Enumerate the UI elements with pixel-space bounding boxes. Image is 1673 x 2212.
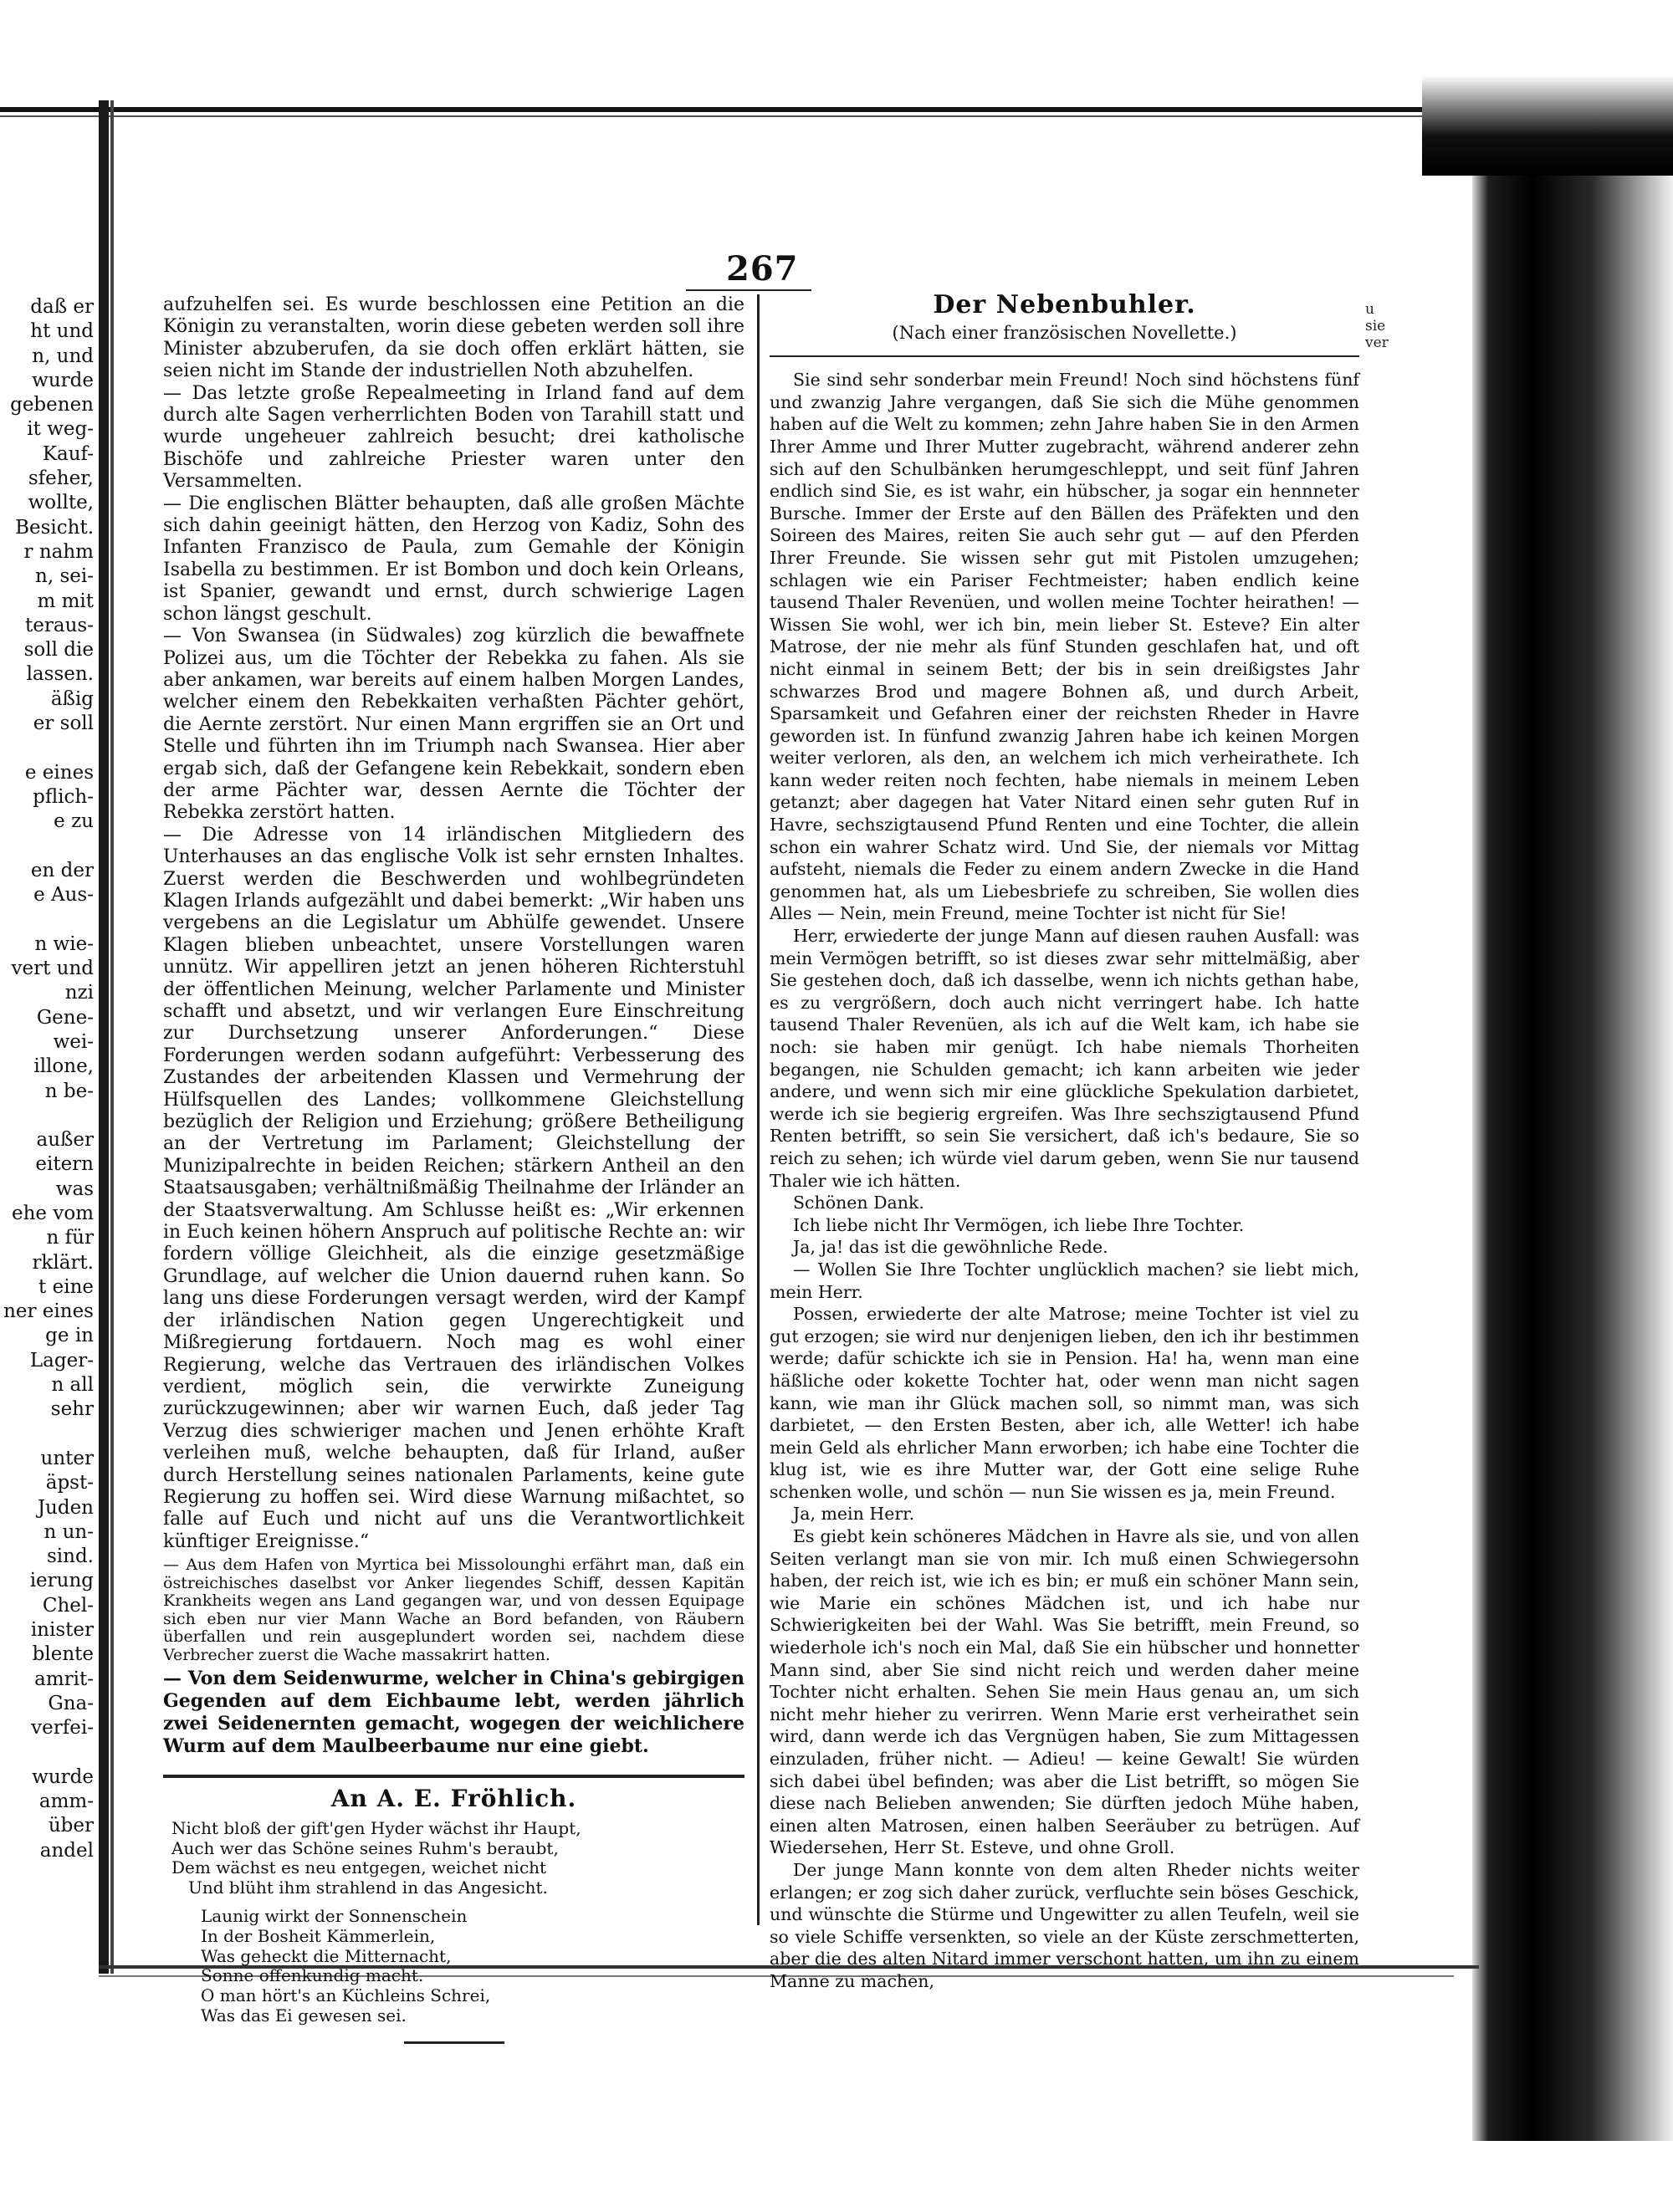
fragment-line: ierung	[29, 1570, 94, 1592]
fragment-line: Kauf-	[42, 442, 94, 465]
margin-mark: u	[1365, 301, 1374, 318]
fragment-line: wurde	[32, 1765, 94, 1788]
fragment-line: ehe vom	[12, 1202, 94, 1224]
fragment-line: r nahm	[23, 540, 94, 563]
fragment-line: pflich-	[33, 785, 94, 808]
fragment-line: Chel-	[42, 1594, 94, 1617]
poem-line: Launig wirkt der Sonnenschein	[201, 1905, 468, 1926]
fragment-line	[0, 1741, 94, 1765]
fragment-line: n un-	[43, 1520, 94, 1543]
fragment-line	[0, 1104, 94, 1128]
previous-page-fragments	[0, 295, 94, 1863]
story-paragraph: Der junge Mann konnte von dem alten Rheder nichts weiter erlangen; er zog sich daher zurück, verfluchte sein böses Geschick, und wünschte die Stürme und Ungewitter zu allen Teufeln, weil sie so viele Schiffe versenkten, so viele an der Küste zerschmetterten, aber die des alten Nitard immer verschont hatten, um ihn zu einem Manne zu machen,	[770, 1859, 1359, 1991]
fragment-line: sfeher,	[28, 467, 94, 490]
fragment-line: teraus-	[25, 614, 94, 636]
story-title: Der Nebenbuhler.	[933, 290, 1196, 319]
poem-title: An A. E. Fröhlich.	[330, 1785, 577, 1813]
left-column	[163, 294, 744, 2044]
fragment-line: daß er	[30, 296, 94, 318]
fragment-line	[0, 907, 94, 932]
top-rule	[0, 107, 1506, 112]
fragment-line: e eines	[24, 761, 94, 784]
poem-line: Was das Ei gewesen sei.	[201, 2005, 407, 2026]
section-separator	[163, 1775, 744, 1778]
fragment-line: äpst-	[45, 1472, 94, 1494]
fragment-line	[0, 1423, 94, 1447]
fragment-line: wurde	[32, 369, 94, 391]
story-paragraph: Ja, mein Herr.	[793, 1504, 915, 1525]
fragment-line: Juden	[37, 1496, 94, 1519]
story-text	[770, 369, 1359, 1992]
scan-shadow-top-right	[1422, 75, 1673, 176]
fragment-line: nzi	[64, 982, 94, 1004]
fragment-line: it weg-	[27, 418, 94, 441]
poem-line: O man hört's an Küchleins Schrei,	[201, 1985, 491, 2006]
page-number: 267	[726, 249, 799, 289]
page-number-rule	[686, 289, 811, 291]
story-paragraph: Herr, erwiederte der junge Mann auf diesen rauhen Ausfall: was mein Vermögen betrifft, so ist dieses zwar sehr mittelmäßig, aber Sie gestehen doch, daß ich dasselbe, wenn ich nichts gethan habe, es zu vergrößern, doch auch nicht verringert habe. Ich hatte tausend Thaler Revenüen, als ich auf die Welt kam, ich habe sie noch: sie haben mir genügt. Ich habe niemals Thorheiten begangen, nie Schulden gemacht; ich kann arbeiten wie jeder andere, und wenn sich mir eine glückliche Spekulation darbietet, werde ich sie begierig ergreifen. Was Ihre sechszigtausend Pfund Renten betrifft, so sein Sie versichert, daß ich's bedaure, Sie so reich zu sehen; ich würde viel darum geben, wenn Sie nur tausend Thaler wie ich hätten.	[770, 926, 1359, 1191]
news-paragraph-bold: — Von dem Seidenwurme, welcher in China's gebirgigen Gegenden auf dem Eichbaume lebt, werden jährlich zwei Seidenernten gemacht, wogegen der weichlichere Wurm auf dem Maulbeerbaume nur eine giebt.	[163, 1668, 744, 1758]
fragment-line: Gna-	[48, 1692, 94, 1714]
poem-line: Auch wer das Schöne seines Ruhm's beraubt,	[171, 1837, 559, 1858]
fragment-line: inister	[30, 1619, 94, 1642]
fragment-line: n be-	[44, 1080, 94, 1102]
story-subtitle: (Nach einer französischen Novellette.)	[892, 322, 1237, 343]
fragment-line: en der	[30, 859, 94, 881]
poem-line: In der Bosheit Kämmerlein,	[201, 1925, 436, 1946]
fragment-line	[0, 736, 94, 760]
fragment-line: vert und	[11, 958, 94, 980]
fragment-line: über	[48, 1815, 94, 1837]
fragment-line: e zu	[54, 810, 94, 833]
fragment-line: was	[55, 1178, 94, 1200]
poem-end-rule	[404, 2041, 504, 2044]
fragment-line: amrit-	[34, 1668, 94, 1690]
fragment-line: n, und	[32, 345, 94, 367]
news-paragraph: — Die englischen Blätter behaupten, daß alle großen Mächte sich dahin geeinigt hätten, den Herzog von Kadiz, Sohn des Infanten Franzisco de Paula, zum Gemahle der Königin Isabella zu bestimmen. Er ist Bombon und doch kein Orleans, ist Spanier, gewandt und ernst, durch schwierige Lagen schon längst geschult.	[163, 493, 744, 625]
fragment-line: ge in	[45, 1325, 94, 1347]
story-paragraph: — Wollen Sie Ihre Tochter unglücklich machen? sie liebt mich, mein Herr.	[770, 1259, 1359, 1302]
fragment-line: sind.	[46, 1545, 94, 1568]
poem-line: Sonne offenkundig macht.	[201, 1965, 424, 1986]
fragment-line: lassen.	[26, 663, 94, 686]
fragment-line: n wie-	[34, 932, 94, 955]
fragment-line: n für	[46, 1227, 94, 1249]
fragment-line: gebenen	[10, 394, 94, 416]
fragment-line: wollte,	[28, 492, 94, 514]
page-gutter-edge-inner	[110, 100, 114, 1974]
fragment-line: er soll	[33, 713, 94, 735]
story-paragraph: Ja, ja! das ist die gewöhnliche Rede.	[793, 1237, 1108, 1258]
fragment-line: ner eines	[3, 1300, 94, 1323]
news-paragraph-small: — Aus dem Hafen von Myrtica bei Missolounghi erfährt man, daß ein östreichisches daselbst vor Anker liegendes Schiff, dessen Kapitän Krankheits wegen ans Land gegangen war, und von dessen Equipage sich eben nur vier Mann Wache an Bord befanden, von Räubern überfallen und rein ausgeplundert worden sei, nachdem diese Verbrecher zuerst die Wache massakrirt hatten.	[163, 1556, 744, 1664]
fragment-line: Besicht.	[15, 516, 94, 539]
page-gutter-edge	[99, 100, 109, 1974]
margin-mark: sie	[1365, 318, 1386, 335]
fragment-line: Gene-	[36, 1006, 94, 1029]
margin-mark: ver	[1365, 335, 1389, 351]
news-paragraphs	[163, 294, 744, 1553]
fragment-line	[0, 835, 94, 859]
fragment-line: t eine	[38, 1275, 94, 1298]
story-paragraph: Ich liebe nicht Ihr Vermögen, ich liebe Ihre Tochter.	[793, 1214, 1245, 1235]
poem-line: Und blüht ihm strahlend in das Angesicht.	[188, 1877, 548, 1898]
fragment-line: ht und	[30, 320, 94, 343]
news-paragraph: — Das letzte große Repealmeeting in Irland fand auf dem durch alte Sagen verherrlichten Boden von Tarahill statt und wurde ungeheuer zahlreich besucht; drei katholische Bischöfe und zahlreiche Priester waren unter den Versammelten.	[163, 382, 744, 493]
margin-marks	[1365, 301, 1415, 351]
fragment-line: eitern	[35, 1153, 94, 1176]
fragment-line: rklärt.	[32, 1251, 94, 1274]
story-paragraph: Possen, erwiederte der alte Matrose; meine Tochter ist viel zu gut erzogen; sie wird nur denjenigen lieben, den ich ihr bestimmen werde; dafür schickte ich sie in Pension. Ha! ha, wenn man eine häßliche oder kokette Tochter hat, oder wenn man nicht sagen kann, wie man ihr Glück machen soll, so nimmt man, was sich darbietet, — den Ersten Besten, aber ich, alle Wetter! ich habe mein Geld als ehrlicher Mann erworben; ich habe eine Tochter die klug ist, wie es ihre Mutter war, der Gott eine selige Ruhe schenken wolle, und schön — nun Sie wissen es ja, mein Freund.	[770, 1304, 1359, 1502]
news-paragraph: — Von Swansea (in Südwales) zog kürzlich die bewaffnete Polizei aus, um die Töchter der Rebekka zu fahen. Als sie aber ankamen, war bereits auf einem halben Morgen Landes, welcher einem den Rebekkaiten verhaßten Pächter gehört, die Aernte zerstört. Nur einen Mann ergriffen sie an Ort und Stelle und führten ihn im Triumph nach Swansea. Hier aber ergab sich, daß der Gefangene kein Rebekkait, sondern eben der arme Pächter war, dessen Aernte die Töchter der Rebekka zerstört hatten.	[163, 626, 744, 824]
story-paragraph: Sie sind sehr sonderbar mein Freund! Noch sind höchstens fünf und zwanzig Jahre vergangen, daß Sie sich die Mühe genommen haben auf die Welt zu kommen; zehn Jahre haben Sie in den Armen Ihrer Amme und Ihrer Mutter zugebracht, während anderer zehn sich auf den Schulbänken herumgeschleppt, und seit fünf Jahren endlich sind Sie, es ist wahr, ein hübscher, ja sogar ein hennneter Bursche. Immer der Erste auf den Bällen des Präfekten und den Soireen des Maires, reiten Sie auch sehr gut — auf den Pferden Ihrer Freunde. Sie wissen sehr gut mit Pistolen umzugehen; schlagen wie ein Pariser Fechtmeister; haben endlich keine tausend Thaler Revenüen, und wollen meine Tochter heirathen! — Wissen Sie wohl, wer ich bin, mein lieber St. Esteve? Ein alter Matrose, der nie mehr als fünf Stunden geschlafen hat, und oft nicht einmal in seinem Bett; der bis in sein dreißigstes Jahr schwarzes Brod und magere Bohnen aß, und durch Arbeit, Sparsamkeit und Gefahren einer der reichsten Rheder in Havre geworden ist. In fünfund zwanzig Jahren habe ich keinen Morgen weiter verloren, als den, an welchem ich mich verheirathete. Ich kann weder reiten noch fechten, habe niemals in meinem Leben getanzt; aber dagegen hat Vater Nitard einen sehr guten Ruf in Havre, sechszigtausend Pfund Renten und eine Tochter, die allein schon ein wahrer Schatz wird. Und Sie, der niemals vor Mittag aufsteht, niemals die Feder zu einem andern Zwecke in die Hand genommen hat, als um Liebesbriefe zu schreiben, Sie wollen dies Alles — Nein, mein Freund, meine Tochter ist nicht für Sie!	[770, 370, 1359, 924]
poem	[163, 1819, 744, 2026]
fragment-line: andel	[39, 1839, 94, 1862]
poem-line: Dem wächst es neu entgegen, weichet nicht	[171, 1857, 547, 1878]
column-divider	[757, 294, 760, 1925]
fragment-line: wei-	[53, 1030, 94, 1053]
fragment-line: n, sei-	[35, 565, 94, 588]
top-rule-thin	[0, 115, 1489, 117]
story-title-rule	[770, 355, 1359, 357]
fragment-line: illone,	[33, 1055, 94, 1078]
poem-line: Nicht bloß der gift'gen Hyder wächst ihr Haupt,	[171, 1817, 581, 1838]
right-column	[770, 290, 1359, 1993]
fragment-line: blente	[32, 1643, 94, 1666]
fragment-line: n all	[51, 1374, 94, 1397]
fragment-line: äßig	[50, 687, 94, 710]
fragment-line: unter	[40, 1447, 94, 1469]
news-paragraph: aufzuhelfen sei. Es wurde beschlossen eine Petition an die Königin zu veranstalten, worin diese gebeten werden soll ihre Minister abzuberufen, da sie doch offen erklärt hätten, sie seien nicht im Stande der industriellen Noth abzuhelfen.	[163, 294, 744, 382]
poem-line: Was geheckt die Mitternacht,	[201, 1945, 452, 1966]
fragment-line: soll die	[23, 639, 94, 662]
news-paragraph: — Die Adresse von 14 irländischen Mitgliedern des Unterhauses an das englische Volk ist sehr ernsten Inhaltes. Zuerst werden die Beschwerden und wohlbegründeten Klagen Irlands aufgezählt und dabei bemerkt: „Wir haben uns vergebens an die Legislatur um Abhülfe gewendet. Unsere Klagen blieben unbeachtet, unsere Vorstellungen waren unnütz. Wir appelliren jetzt an jenen höheren Richterstuhl der öffentlichen Meinung, welcher Parlamente und Minister schafft und absetzt, und wir verlangen Eure Einschreitung zur Durchsetzung unserer Anforderungen.“ Diese Forderungen werden sodann aufgeführt: Verbesserung des Zustandes der arbeitenden Klassen und Vermehrung der Hülfsquellen des Landes; vollkommene Gleichstellung bezüglich der Religion und Erziehung; größere Betheiligung an der Vertretung im Parlament; Gleichstellung der Munizipalrechte in beiden Reichen; stärkern Antheil an den Staatsausgaben; verhältnißmäßig Theilnahme der Irländer an der Staatsverwaltung. Am Schlusse heißt es: „Wir erkennen in Euch keinen höhern Anspruch auf politische Rechte an: wir fordern völlige Gleichheit, als die einzige gesetzmäßige Grundlage, auf welcher die Union dauernd ruhen kann. So lang uns diese Forderungen versagt werden, wird der Kampf der irländischen Nation gegen Ungerechtigkeit und Mißregierung fortdauern. Noch mag es wohl einer Regierung, welche das Vertrauen des irländischen Volkes verdient, möglich sein, die verwirkte Zuneigung zurückzugewinnen; aber wir warnen Euch, daß jeder Tag Verzug dies schwieriger machen und Jenen erhöhte Kraft verleihen muß, welche behaupten, daß für Irland, außer durch Herstellung seines nationalen Parlaments, keine gute Regierung zu hoffen sei. Wird diese Warnung mißachtet, so falle auf Euch und nicht auf uns die Verantwortlichkeit künftiger Ereignisse.“	[163, 824, 744, 1552]
fragment-line: amm-	[38, 1791, 94, 1813]
story-paragraph: Schönen Dank.	[793, 1193, 924, 1213]
fragment-line: m mit	[37, 590, 94, 612]
fragment-line: verfei-	[31, 1717, 94, 1739]
fragment-line: sehr	[50, 1398, 94, 1421]
fragment-line: Lager-	[29, 1349, 94, 1372]
fragment-line: außer	[36, 1129, 94, 1152]
scan-shadow-right	[1472, 84, 1673, 2141]
fragment-line: e Aus-	[33, 884, 94, 907]
story-paragraph: Es giebt kein schöneres Mädchen in Havre als sie, und von allen Seiten verlangt man sie von mir. Ich muß einen Schwiegersohn haben, der reich ist, wie ich es bin; er muß ein schöner Mann sein, wie Marie ein schönes Mädchen ist, und ich habe nur Schwierigkeiten bei der Wahl. Was Sie betrifft, mein Freund, so wiederhole ich's noch ein Mal, daß Sie ein hübscher und honnetter Mann sind, aber Sie sind nicht reich und werden daher meine Tochter nicht erhalten. Sehen Sie mein Haus genau an, um sich nicht mehr hieher zu verirren. Wenn Marie erst verheirathet sein wird, dann werde ich das Vergnügen haben, Sie zum Mittagessen einzuladen, früher nicht. — Adieu! — keine Gewalt! Sie würden sich dabei übel befinden; was aber die List betrifft, so mögen Sie diese nach Belieben anwenden; Sie dürften jedoch Mühe haben, einen alten Matrosen, einen halben Seeräuber zu betrügen. Auf Wiedersehen, Herr St. Esteve, und ohne Groll.	[770, 1526, 1359, 1858]
